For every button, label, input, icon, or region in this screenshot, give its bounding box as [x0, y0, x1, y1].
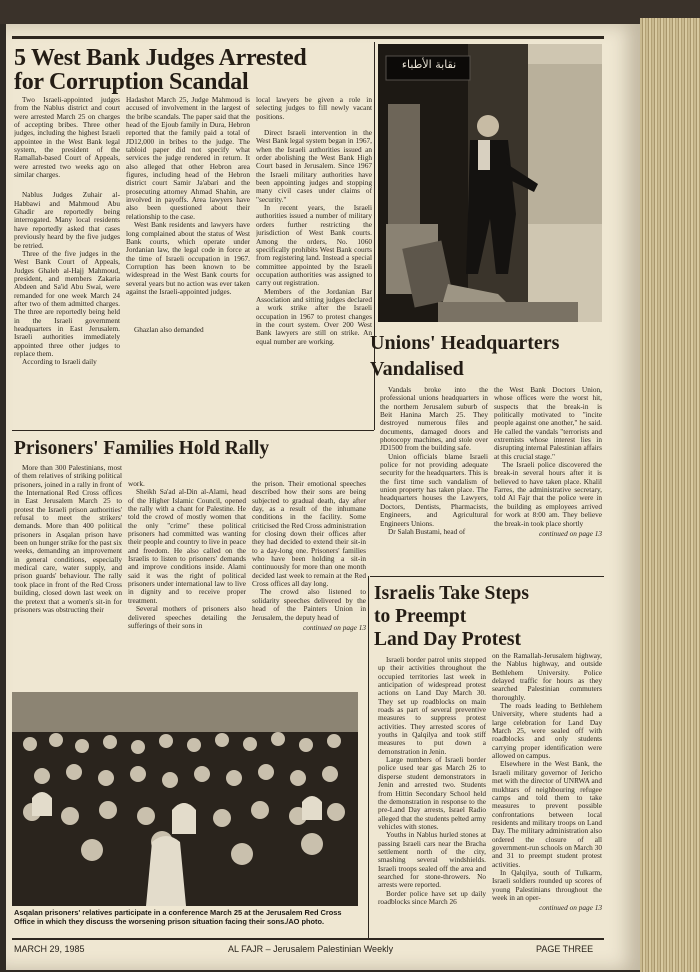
story2-continued-note: continued on page 13	[302, 622, 366, 632]
column-rule	[368, 576, 369, 940]
story2-column-2	[128, 464, 246, 686]
story4-headline	[374, 582, 529, 651]
story3-paragraph: Dr Salah Bustami, head of	[388, 526, 466, 536]
story1-paragraph: Nablus Judges Zuhair al-Habbawi and Mahmoud Abu Ghadir are reportedly being interrogated. Many local residents have reportedly asked that cases previously heard by the five judges be retried.	[14, 190, 120, 250]
section-rule	[12, 430, 374, 431]
story2-paragraph: Several mothers of prisoners also delivered speeches detailing the sufferings of their sons in	[128, 604, 246, 630]
story2-paragraph: The crowd also listened to solidarity speeches delivered by the head of the Painters Union in Jerusalem, the deputy head of	[252, 587, 366, 622]
story2-column-1	[14, 464, 122, 686]
newspaper-page	[6, 24, 640, 970]
rally-crowd-photo	[12, 692, 358, 906]
story1-paragraph: In recent years, the Israeli authorities issued a number of military orders further restricting the jurisdiction of West Bank courts. Among the orders, No. 1060 specifically prohibits West Bank courts from registering land. Instead a special committee appointed by the Israeli occupation authorities was assigned to carry out registration.	[256, 203, 372, 288]
story1-headline-line2: for Corruption Scandal	[14, 69, 249, 95]
story1-column-1	[14, 96, 120, 442]
story1-paragraph: Three of the five judges in the West Bank Court of Appeals, Judges Ghaleb al-Hajj Mahmoud, president, and members Zakaria Abdeen and Sa'id Abu Swai, were remanded for one week March 24 after two of them admitted charges. The three are reportedly being held in the Israeli government headquarters in East Jerusalem. Israeli authorities immediately appointed three other judges to replace them.	[14, 248, 120, 358]
rally-photo-caption: Asqalan prisoners' relatives participate in a conference March 25 at the Jerusalem Red Cross Office in which they discuss the worsening prison situation facing their sons./AO photo.	[14, 908, 342, 926]
footer-page-number: PAGE THREE	[536, 944, 594, 954]
story1-paragraph: According to Israeli daily	[22, 357, 97, 367]
story3-column-2	[494, 386, 602, 576]
story3-column-1	[380, 386, 488, 568]
story3-paragraph: Union officials blame Israeli police for not providing adequate security for the headquarters. This is the first time such vandalism of union property has taken place. The headquarters houses the Lawyers, Doctors, Dentists, Pharmacists, Engineers, and Agricultural Engineers Unions.	[380, 451, 488, 528]
story4-paragraph: on the Ramallah-Jerusalem highway, the Nablus highway, and outside Bethlehem University. Police delayed traffic for hours as they searched Palestinian commuters thoroughly.	[492, 652, 602, 702]
story4-column-1	[378, 656, 486, 934]
union-sign-text: نقابة الأطباء	[401, 58, 457, 71]
story1-paragraph: Hadashot March 25, Judge Mahmoud is accused of involvement in the largest of the bribe scandals. The paper said that the head of the Ejoub family in Dura, Hebron reported that the family paid a total of JD12,000 in bribes to the judge. The tabloid paper did not specify what services the judge rendered in return. It also alleged that other Hebron area figures, including head of the Hebron district court Samir Ja'abari and the prosecuting attorney Ahmad Shahin, are involved in payoffs. Area lawyers have also been questioned about their relationship to the case.	[126, 96, 250, 221]
story4-headline-line3: Land Day Protest	[374, 629, 521, 650]
story1-headline	[14, 46, 306, 94]
story3-headline-line1: Unions' Headquarters	[370, 332, 560, 354]
bottom-rule	[12, 938, 604, 940]
story1-paragraph: West Bank residents and lawyers have long complained about the status of West Bank courts, which operate under Jordanian law, the legal code in force at the time of Israeli occupation in 1967. Corruption has been known to be widespread in the West Bank courts for several years but no action was ever taken against the Israeli-appointed judges.	[126, 220, 250, 296]
union-office-photo-image	[378, 44, 602, 322]
union-office-photo	[378, 44, 602, 322]
story1-paragraph: Two Israeli-appointed judges from the Nablus district and court were arrested March 25 on charges of accepting bribes. Three other judges, including the highest Israeli appointee in the West Bank legal system, the president of the Ramallah-based Court of Appeals, were arrested two weeks ago on similar charges.	[14, 96, 120, 180]
story1-column-2	[126, 96, 250, 442]
story4-paragraph: Border police have set up daily roadblocks since March 26	[378, 888, 486, 906]
story1-headline-line1: 5 West Bank Judges Arrested	[14, 45, 307, 71]
footer-publication: AL FAJR – Jerusalem Palestinian Weekly	[228, 944, 394, 954]
story4-column-2	[492, 652, 602, 934]
story4-paragraph: Youths in Nablus hurled stones at passing Israeli cars near the Bracha settlement north of the city, smashing several windshields. Israeli troops sealed off the area and searched for stone-throwers. No arrests were reported.	[378, 830, 486, 890]
story4-headline-line2: to Preempt	[374, 606, 467, 627]
story3-continued-note: continued on page 13	[538, 528, 602, 538]
story2-paragraph: the prison. Their emotional speeches described how their sons are being subjected to gradual death, day after day, as a result of the inhumane conditions in the facility. Some criticised the Red Cross administration for closing down their offices after they had decided to extend their sit-in to a day-long one. Prisoners' families who have been holding a sit-in continuously for more than one month decided last week to remain at the Red Cross offices all day long.	[252, 479, 366, 589]
story3-paragraph: the West Bank Doctors Union, whose offices were the worst hit, suspects that the break-in is politically motivated to "incite people against one another," he said. He called the vandals "terrorists and extremists whose interest lies in disrupting internal Palestinian affairs at this crucial stage."	[494, 386, 602, 461]
story3-headline	[370, 330, 559, 382]
newspaper-binding	[640, 18, 700, 972]
story1-paragraph: Ghazlan also demanded	[134, 325, 204, 335]
story2-paragraph: work.	[128, 479, 145, 488]
footer-date: MARCH 29, 1985	[14, 944, 85, 954]
story3-headline-line2: Vandalised	[370, 358, 464, 380]
rally-crowd-photo-image	[12, 692, 358, 906]
story2-headline: Prisoners' Families Hold Rally	[14, 438, 270, 459]
story4-paragraph: In Qalqilya, south of Tulkarm, Israeli soldiers rounded up scores of young Palestinians throughout the week in an oper-	[492, 867, 602, 902]
story3-paragraph: The Israeli police discovered the break-in several hours after it is believed to have taken place. Khalil Farres, the administrative secretary, told Al Fajr that the police were in the building as employees arrived for work at 8:00 am. They believe the break-in took place shortly	[494, 460, 602, 528]
story4-paragraph: Israeli border patrol units stepped up their activities throughout the occupied territories last week in anticipation of widespread protest actions on Land Day March 30. They set up roadblocks on main roads as part of several preventive measures to suppress protest activities. They arrested scores of youths in Qalqilya and took stiff measures to put down a demonstration in Jenin.	[378, 656, 486, 756]
story2-paragraph: Sheikh Sa'ad al-Din al-Alami, head of the Higher Islamic Council, opened the rally with a chant for Palestine. He told the crowd of mostly women that the only "crime" these political prisoners had committed was wanting their people and country to live in peace and freedom. He also called on the Israelis to listen to prisoners' demands and improve conditions inside. Alami said it was the right of political prisoners under international law to live in dignity and to receive proper treatment.	[128, 487, 246, 605]
scan-background-top	[0, 0, 700, 24]
story1-paragraph: local lawyers be given a role in selecting judges to fill newly vacant positions.	[256, 96, 372, 121]
story4-paragraph: The roads leading to Bethlehem University, where students had a large celebration for Land Day March 25, were sealed off with roadblocks and only students carrying proper identification were allowed on campus.	[492, 701, 602, 761]
story4-continued-note: continued on page 13	[538, 903, 602, 913]
story1-column-3	[256, 96, 372, 442]
story1-paragraph: Members of the Jordanian Bar Association and sitting judges declared a work strike after the Israeli occupation in 1967 to protest changes in the court system. Over 200 West Bank lawyers are still on strike. An equal number are working.	[256, 286, 372, 346]
story4-headline-line1: Israelis Take Steps	[374, 583, 529, 604]
story2-column-3	[252, 464, 366, 688]
story3-paragraph: Vandals broke into the professional unions headquarters in the northern Jerusalem suburb of Beit Hanina March 25. They destroyed numerous files and documents, damaged doors and photocopy machines, and stole over JD1500 from the building safe.	[380, 386, 488, 453]
story1-paragraph: Direct Israeli intervention in the West Bank legal system began in 1967, when the Israeli authorities issued an order abolishing the West Bank High Court based in Jerusalem. Since 1967 the Israeli military authorities have been appointing judges and stopping many civil cases under claims of "security."	[256, 128, 372, 204]
story4-paragraph: Large numbers of Israeli border police used tear gas March 26 to disperse student demonstrators in Jenin and arrested two. Students from Hittin Secondary School held the demonstration in response to the pre-Land Day arrests, Israel Radio alleged that the students pelted army vehicles with stones.	[378, 755, 486, 831]
story4-paragraph: Elsewhere in the West Bank, the Israeli military governor of Jericho met with the director of UNRWA and mukhtars of neighbouring refugee camps and told them to take measures to prevent possible confrontations between local residents and military troops on Land Day. The military administration also ordered the closure of all government-run schools on March 30 and 31 to preempt student protest activities.	[492, 759, 602, 869]
top-rule	[12, 36, 604, 39]
section-rule	[370, 576, 604, 577]
story2-paragraph: More than 300 Palestinians, most of them relatives of striking political prisoners, joined in a rally in front of the International Red Cross offices in East Jerusalem March 25 to protest the Israeli prison authorities' refusal to meet the strikers' demands. More than 400 political prisoners in Asqalan prison have been on hunger strike for the past six weeks, demanding an improvement in general conditions, especially medical care, water supply, and prison guards' behaviour. The rally took place in front of the Red Cross building, closed down last week on the pretext that a women's sit-in for prisoners was obstructing their	[14, 464, 122, 614]
